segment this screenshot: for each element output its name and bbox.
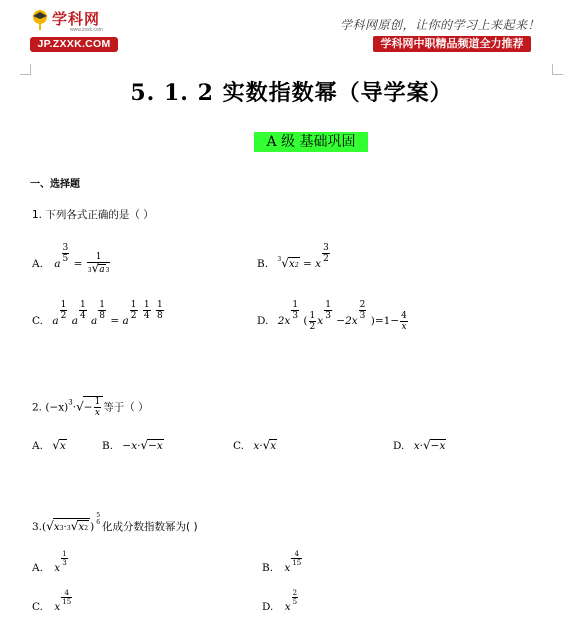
q1-option-d[interactable]: D. 2x $\frac{1}{3}$ ( $\frac{1}{2}$ x $\frac{1}{3}$ −2x $\frac{2}{3}$ )=1− $\frac{4}{x}$ — [257, 300, 407, 332]
logo-sub: www.zxxk.com — [70, 27, 103, 33]
section-heading: 一、选择题 — [30, 179, 80, 190]
q2-option-c[interactable]: C. x·√x — [233, 438, 277, 452]
q1-stem: 1. 下列各式正确的是（ ） — [32, 209, 154, 221]
recommend-banner[interactable]: 学科网中职精品频道全力推荐 — [373, 36, 531, 52]
level-label: A 级 基础巩固 — [254, 132, 368, 152]
logo-name: 学科网 — [52, 11, 101, 28]
q2-stem: 2. $(-x)^3\cdot√-$ $\frac{1}{x}$ 等于（ ） — [32, 397, 149, 418]
q3-stem: 3.(√x3·3√x2 ) 5 6 化成分数指数幂为( ) — [32, 512, 198, 533]
q2-option-a[interactable]: A. √x — [32, 438, 66, 452]
q2-option-b[interactable]: B. −x·√−x — [102, 438, 163, 452]
q2-option-d[interactable]: D. x·√−x — [393, 438, 446, 452]
page-corner-right — [552, 64, 563, 75]
q3-option-c[interactable]: C. x $\frac{4}{15}$ — [32, 589, 72, 613]
logo-icon — [30, 8, 50, 32]
page-title: 5. 1. 2 实数指数幂（导学案） — [130, 80, 453, 106]
page-corner-left — [20, 64, 31, 75]
q1-option-c[interactable]: C. a $\frac{1}{2}$ a $\frac{1}{4}$ a $\frac{1}{8}$ = a $\frac{1}{2}$ $\frac{1}{4}$ $\frac{1}{8}$ — [32, 300, 163, 327]
q3-option-a[interactable]: A. x $\frac{1}{3}$ — [32, 550, 67, 574]
logo-url-badge[interactable]: JP.ZXXK.COM — [30, 37, 118, 52]
slogan: 学科网原创，让你的学习上来起来！ — [340, 18, 541, 32]
q1-option-a[interactable]: A. a $\frac{3}{5}$ = $\frac{1}{3√a3}$ — [32, 243, 110, 275]
q1-option-b[interactable]: B. $^3$√x2 = x $\frac{3}{2}$ — [257, 243, 329, 270]
q3-option-d[interactable]: D. x $\frac{2}{5}$ — [262, 589, 298, 613]
q3-option-b[interactable]: B. x $\frac{4}{15}$ — [262, 550, 302, 574]
